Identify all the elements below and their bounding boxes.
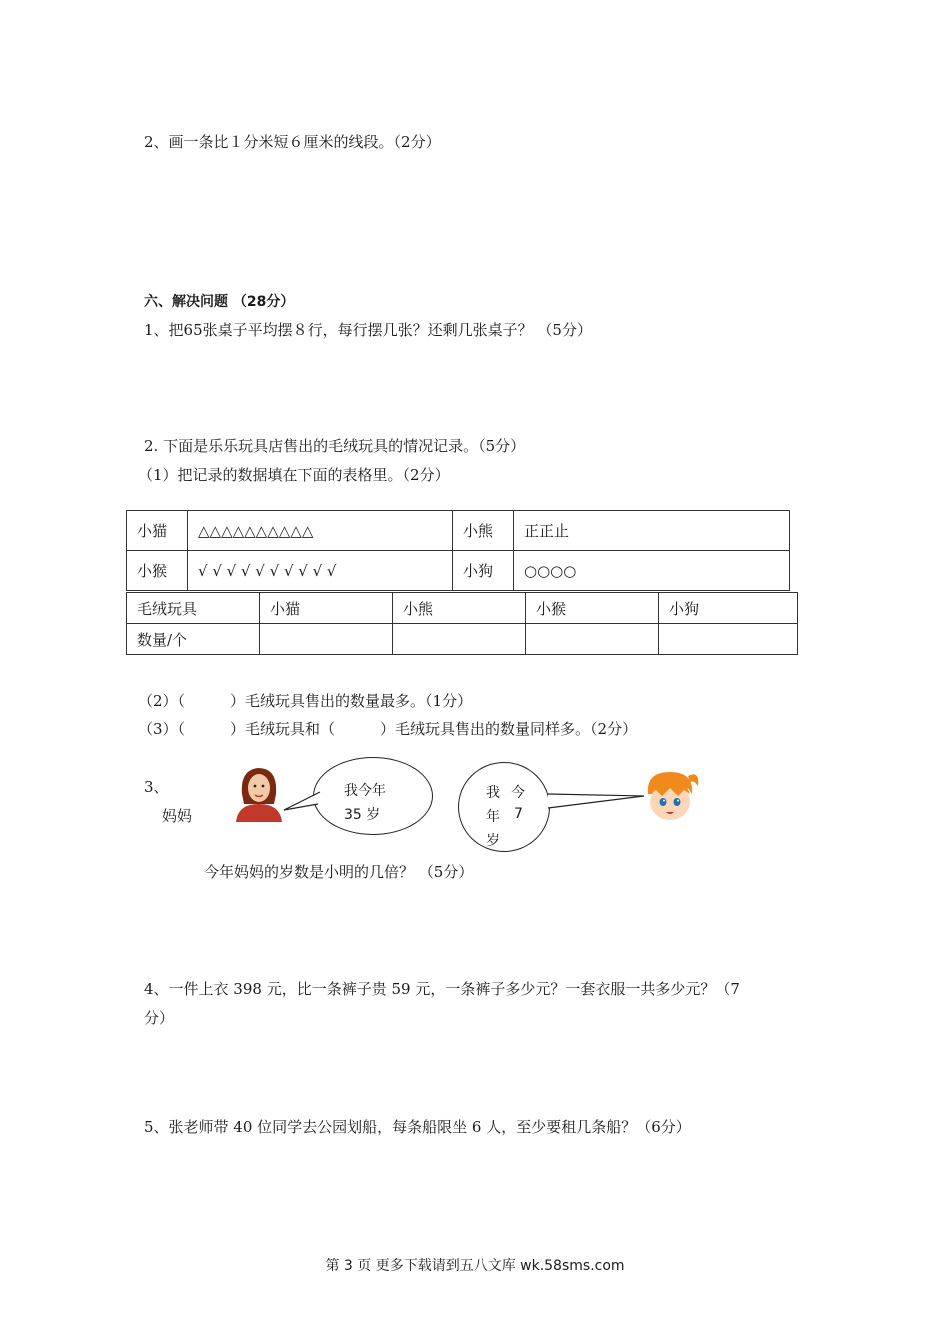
record-bear-label: 小熊 <box>453 511 514 551</box>
question-3-number: 3、 <box>144 778 169 796</box>
record-dog-marks: ○○○○ <box>514 551 790 591</box>
mom-speech-line2: 35 岁 <box>344 807 381 823</box>
page-footer: 第 3 页 更多下载请到五八文库 wk.58sms.com <box>325 1258 625 1274</box>
fill-cell-dog[interactable] <box>659 624 798 655</box>
fill-header: 小狗 <box>659 593 798 624</box>
mom-label: 妈妈 <box>162 807 193 825</box>
question-2-sub3: （3）（ ）毛绒玩具和（ ）毛绒玩具售出的数量同样多。（2分） <box>138 720 638 738</box>
kid-speech-char: 我 <box>486 785 500 801</box>
record-monkey-label: 小猴 <box>127 551 188 591</box>
kid-bubble-tail <box>546 790 646 812</box>
fill-cell-monkey[interactable] <box>526 624 659 655</box>
mom-illustration <box>234 764 284 822</box>
kid-speech-char: 7 <box>514 806 523 822</box>
fill-header: 小熊 <box>393 593 526 624</box>
record-table <box>126 510 790 591</box>
record-monkey-marks: √ √ √ √ √ √ √ √ √ √ <box>188 551 453 591</box>
question-2-title: 2. 下面是乐乐玩具店售出的毛绒玩具的情况记录。（5分） <box>144 437 526 455</box>
question-2-sub1: （1）把记录的数据填在下面的表格里。（2分） <box>138 466 450 484</box>
kid-speech-char: 今 <box>511 785 525 801</box>
kid-illustration <box>640 768 702 824</box>
fill-cell-cat[interactable] <box>260 624 393 655</box>
section-title: 六、解决问题 （28分） <box>144 294 295 310</box>
question-1: 1、把65张桌子平均摆８行，每行摆几张？还剩几张桌子？ （5分） <box>144 321 592 339</box>
question-4-line2: 分） <box>144 1009 175 1027</box>
question-draw-segment: 2、画一条比１分米短６厘米的线段。（2分） <box>144 133 441 151</box>
fill-row-label: 数量/个 <box>127 624 260 655</box>
kid-speech-bubble <box>458 762 550 852</box>
fill-cell-bear[interactable] <box>393 624 526 655</box>
fill-header: 小猴 <box>526 593 659 624</box>
mom-speech-line1: 我今年 <box>344 783 386 799</box>
fill-table <box>126 592 798 655</box>
fill-header: 小猫 <box>260 593 393 624</box>
record-cat-marks: △△△△△△△△△△ <box>188 511 453 551</box>
question-4-line1: 4、一件上衣 398 元，比一条裤子贵 59 元，一条裤子多少元？一套衣服一共多少元？（7 <box>144 980 740 998</box>
question-5: 5、张老师带 40 位同学去公园划船，每条船限坐 6 人，至少要租几条船？（6分） <box>144 1118 691 1136</box>
kid-speech-char: 年 <box>486 809 500 825</box>
mom-bubble-tail <box>282 790 322 814</box>
fill-header: 毛绒玩具 <box>127 593 260 624</box>
question-2-sub2: （2）（ ）毛绒玩具售出的数量最多。（1分） <box>138 692 473 710</box>
question-3-text: 今年妈妈的岁数是小明的几倍？ （5分） <box>204 863 474 881</box>
record-bear-marks: 正正止 <box>514 511 790 551</box>
record-dog-label: 小狗 <box>453 551 514 591</box>
record-cat-label: 小猫 <box>127 511 188 551</box>
kid-speech-char: 岁 <box>486 833 500 849</box>
